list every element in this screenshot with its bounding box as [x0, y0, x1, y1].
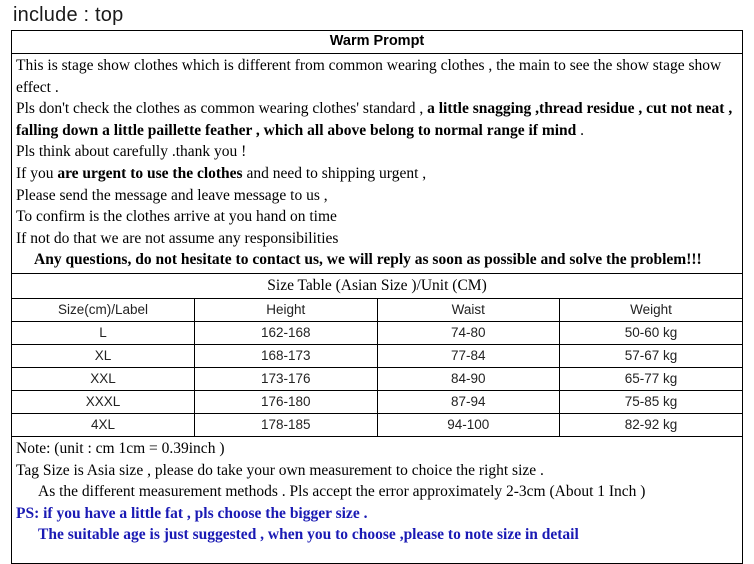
size-table [12, 274, 742, 437]
cell-waist: 94-100 [377, 413, 560, 436]
cell-weight: 57-67 kg [560, 344, 743, 367]
ps-bigger-size: PS: if you have a little fat , pls choose the bigger size . [16, 504, 368, 522]
table-row [12, 413, 742, 436]
prompt-text-segment: This is stage show clothes which is different from common wearing clothes , the main to see the show stage show effect . [16, 57, 722, 96]
cell-waist: 87-94 [377, 390, 560, 413]
cell-height: 168-173 [195, 344, 378, 367]
cell-size: XL [12, 344, 195, 367]
note-tag-size: Tag Size is Asia size , please do take your own measurement to choice the right size . [16, 461, 544, 479]
notes-section [12, 437, 742, 563]
cell-waist: 84-90 [377, 367, 560, 390]
size-table-header-row [12, 298, 742, 321]
table-row [12, 344, 742, 367]
warm-prompt-body [12, 54, 742, 274]
prompt-text-segment: If not do that we are not assume any responsibilities [16, 229, 339, 247]
prompt-line-4 [16, 163, 738, 185]
cell-weight: 65-77 kg [560, 367, 743, 390]
page-title: include : top [13, 4, 124, 26]
prompt-text-segment: a little snagging ,thread residue , cut not neat , falling down a little paillette feather , which all above belong to normal range if mind [16, 100, 733, 139]
cell-waist: 74-80 [377, 321, 560, 344]
cell-weight: 75-85 kg [560, 390, 743, 413]
cell-waist: 77-84 [377, 344, 560, 367]
table-row [12, 367, 742, 390]
warm-prompt-header: Warm Prompt [12, 31, 742, 54]
table-row [12, 321, 742, 344]
prompt-text-segment: and need to shipping urgent , [242, 164, 427, 182]
prompt-text-segment: are urgent to use the clothes [57, 164, 243, 182]
prompt-line-8 [16, 249, 738, 271]
cell-height: 173-176 [195, 367, 378, 390]
cell-height: 162-168 [195, 321, 378, 344]
prompt-text-segment: Pls think about carefully .thank you ! [16, 143, 247, 161]
bottom-spacer [16, 546, 738, 560]
prompt-line-1 [16, 55, 738, 98]
note-measurement-error: As the different measurement methods . Pls accept the error approximately 2-3cm (About 1 Inch ) [38, 483, 646, 501]
table-row [12, 390, 742, 413]
column-header-height: Height [195, 298, 378, 321]
prompt-line-2 [16, 98, 738, 141]
info-frame [11, 30, 743, 564]
size-table-body [12, 274, 742, 437]
prompt-text-segment: To confirm is the clothes arrive at you hand on time [16, 208, 337, 226]
cell-size: 4XL [12, 413, 195, 436]
column-header-size: Size(cm)/Label [12, 298, 195, 321]
size-table-caption-row [12, 274, 742, 299]
column-header-waist: Waist [377, 298, 560, 321]
prompt-text-segment: If you [16, 164, 58, 182]
cell-weight: 50-60 kg [560, 321, 743, 344]
prompt-text-segment: . [576, 121, 585, 139]
prompt-line-6 [16, 206, 738, 228]
size-table-caption: Size Table (Asian Size )/Unit (CM) [12, 274, 742, 299]
prompt-text-segment: Any questions, do not hesitate to contact us, we will reply as soon as possible and solve the problem!!! [34, 251, 702, 269]
cell-size: XXL [12, 367, 195, 390]
cell-height: 178-185 [195, 413, 378, 436]
prompt-text-segment: Please send the message and leave message to us , [16, 186, 328, 204]
prompt-line-7 [16, 228, 738, 250]
prompt-line-5 [16, 185, 738, 207]
prompt-text-segment: Pls don't check the clothes as common wearing clothes' standard , [16, 100, 428, 118]
cell-weight: 82-92 kg [560, 413, 743, 436]
cell-size: XXXL [12, 390, 195, 413]
note-unit: Note: (unit : cm 1cm = 0.39inch ) [16, 439, 225, 457]
ps-suitable-age: The suitable age is just suggested , when you to choose ,please to note size in detail [38, 526, 579, 544]
cell-height: 176-180 [195, 390, 378, 413]
column-header-weight: Weight [560, 298, 743, 321]
cell-size: L [12, 321, 195, 344]
prompt-line-3 [16, 141, 738, 163]
